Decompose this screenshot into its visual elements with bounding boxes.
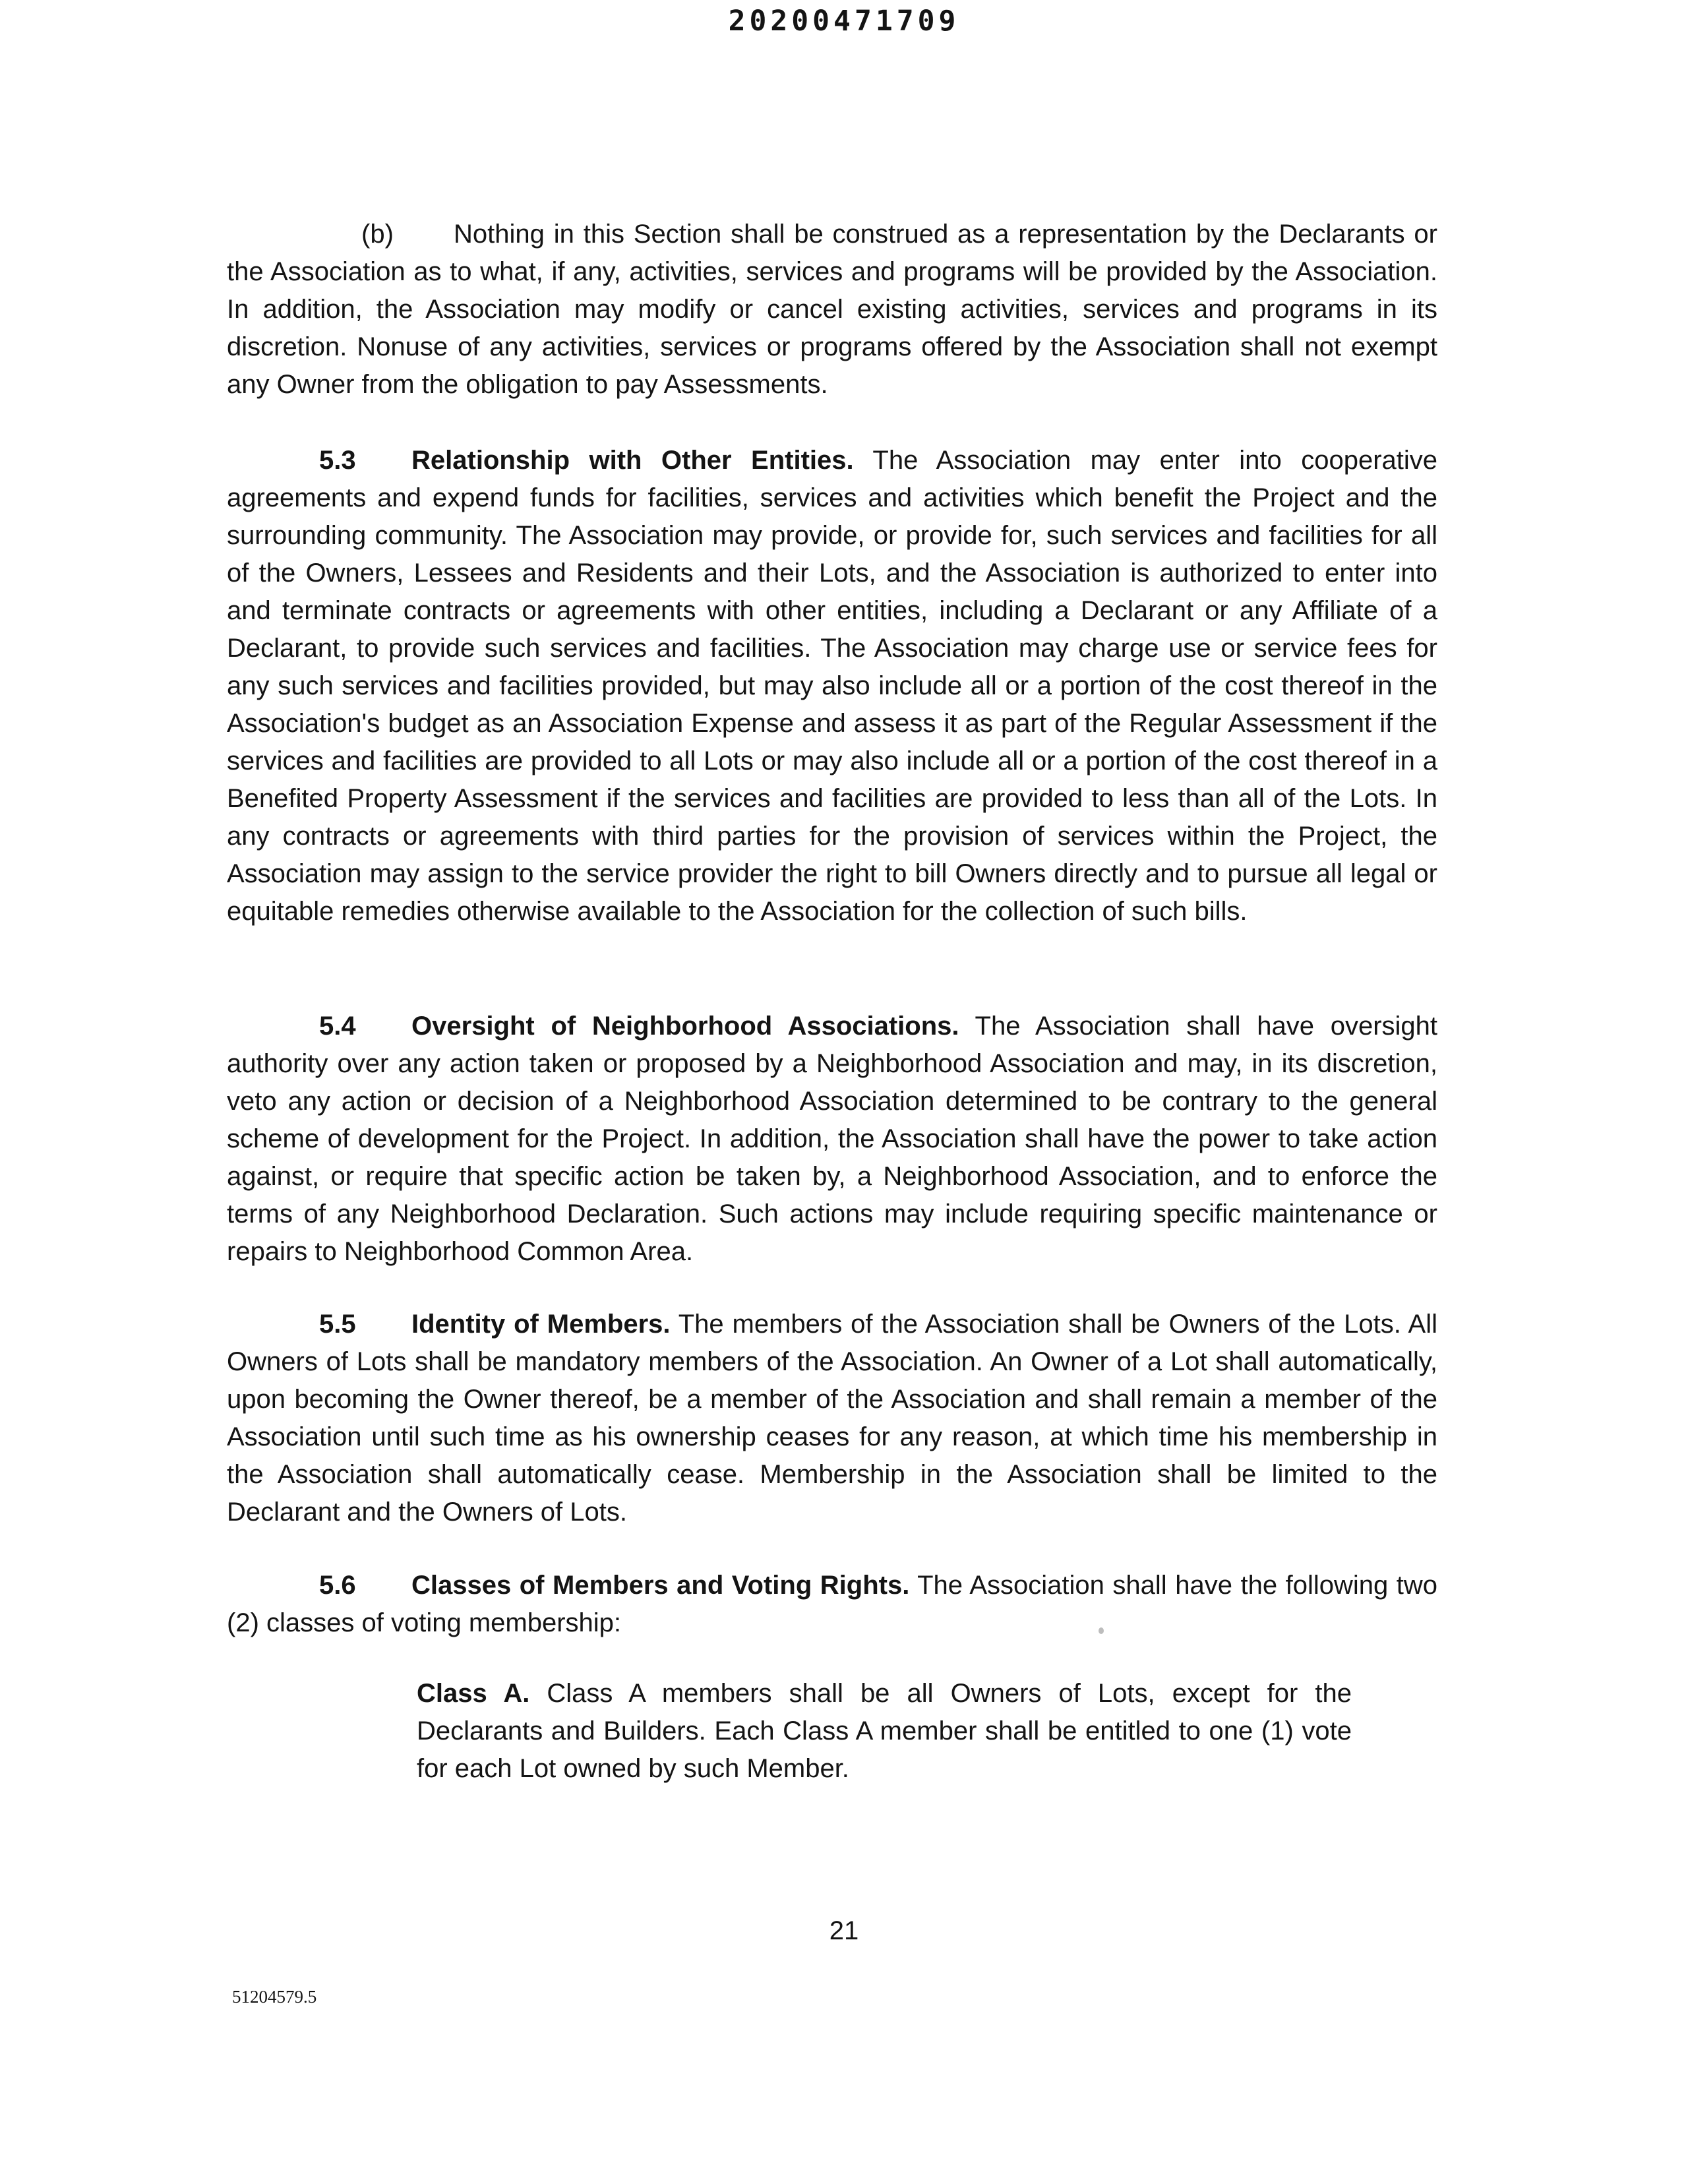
section-title: Relationship with Other Entities. [411, 446, 854, 475]
section-5-6-block [227, 1567, 1437, 1642]
section-title: Oversight of Neighborhood Associations. [411, 1012, 959, 1041]
section-number: 5.6 [319, 1571, 356, 1600]
section-title: Identity of Members. [411, 1310, 671, 1339]
document-id: 20200471709 [728, 5, 960, 38]
class-text: Class A members shall be all Owners of Lots, except for the Declarants and Builders. Each Class A member shall be entitled to one (1) vote for each Lot owned by such Member. [417, 1679, 1352, 1783]
section-number: 5.3 [319, 446, 356, 475]
section-5-3-block [227, 442, 1437, 930]
section-number: 5.5 [319, 1310, 356, 1339]
section-5-6 [227, 1567, 1437, 1642]
class-a-paragraph [417, 1675, 1352, 1788]
class-title: Class A. [417, 1679, 530, 1708]
section-5-4-block [227, 1008, 1437, 1271]
scan-speck [1099, 1627, 1104, 1634]
paragraph-b-block [227, 216, 1437, 404]
paragraph-text: Nothing in this Section shall be construed as a representation by the Declarants or the Association as to what, if any, activities, services and programs will be provided by the Association. In addition, the Association may modify or cancel existing activities, services and programs in its discretion. Nonuse of any activities, services or programs offered by the Association shall not exempt any Owner from the obligation to pay Assessments. [227, 220, 1437, 399]
section-text: The Association may enter into cooperative agreements and expend funds for facilities, services and activities which benefit the Project and the surrounding community. The Association may provide, or provide for, such services and facilities for all of the Owners, Lessees and Residents and their Lots, and the Association is authorized to enter into and terminate contracts or agreements with other entities, including a Declarant or any Affiliate of a Declarant, to provide such services and facilities. The Association may charge use or service fees for any such services and facilities provided, but may also include all or a portion of the cost thereof in the Association's budget as an Association Expense and assess it as part of the Regular Assessment if the services and facilities are provided to all Lots or may also include all or a portion of the cost thereof in a Benefited Property Assessment if the services and facilities are provided to less than all of the Lots. In any contracts or agreements with third parties for the provision of services within the Project, the Association may assign to the service provider the right to bill Owners directly and to pursue all legal or equitable remedies otherwise available to the Association for the collection of such bills. [227, 446, 1438, 926]
section-text: The Association shall have oversight authority over any action taken or proposed by a Neighborhood Association and may, in its discretion, veto any action or decision of a Neighborhood Association determined to be contrary to the general scheme of development for the Project. In addition, the Association shall have the power to take action against, or require that specific action be taken by, a Neighborhood Association, and to enforce the terms of any Neighborhood Declaration. Such actions may include requiring specific maintenance or repairs to Neighborhood Common Area. [227, 1012, 1438, 1266]
section-text: The members of the Association shall be Owners of the Lots. All Owners of Lots shall be mandatory members of the Association. An Owner of a Lot shall automatically, upon becoming the Owner thereof, be a member of the Association and shall remain a member of the Association until such time as his ownership ceases for any reason, at which time his membership in the Association shall automatically cease. Membership in the Association shall be limited to the Declarant and the Owners of Lots. [227, 1310, 1438, 1527]
section-text: The Association shall have the following two (2) classes of voting membership: [227, 1571, 1437, 1637]
section-5-5 [227, 1306, 1437, 1531]
section-number: 5.4 [319, 1012, 356, 1041]
document-number: 51204579.5 [232, 1987, 317, 2007]
section-title: Classes of Members and Voting Rights. [411, 1571, 910, 1600]
paragraph-b [227, 216, 1437, 404]
section-5-3 [227, 442, 1437, 930]
page-number: 21 [829, 1916, 859, 1945]
section-5-4 [227, 1008, 1437, 1271]
paragraph-marker: (b) [361, 220, 394, 249]
section-5-5-block [227, 1306, 1437, 1531]
